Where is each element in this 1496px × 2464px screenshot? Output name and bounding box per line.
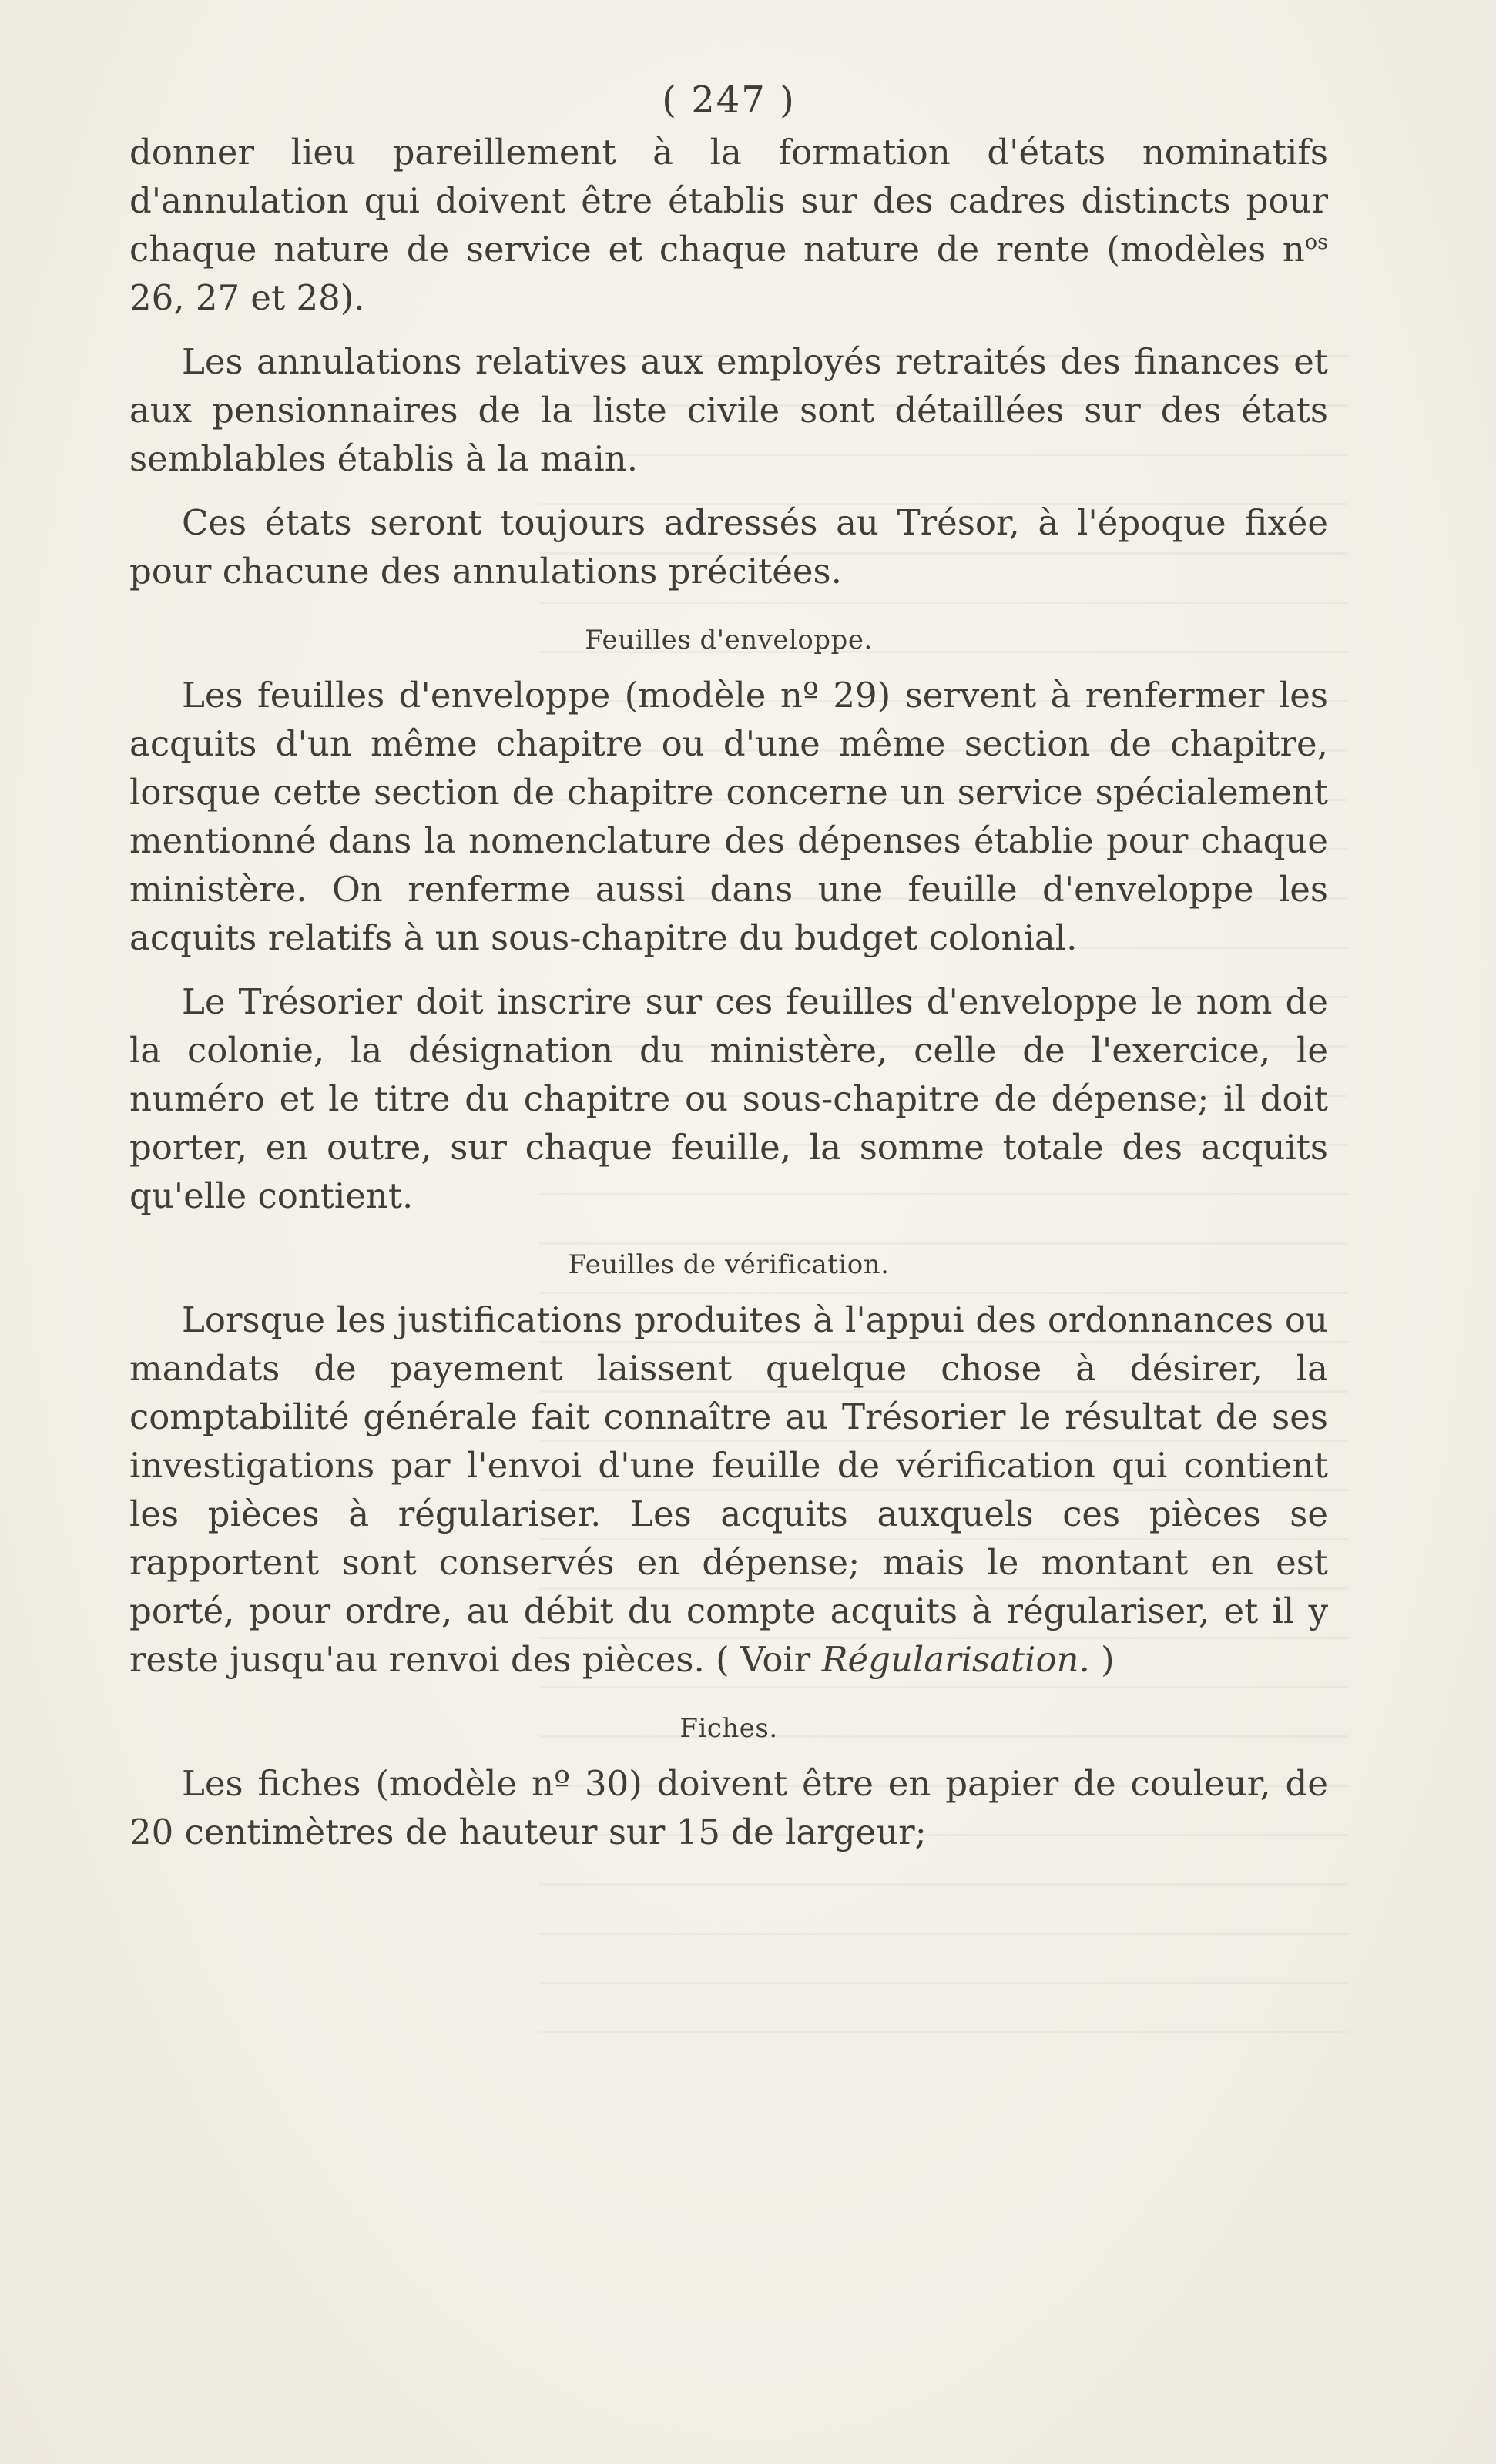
paragraph-2: Les annulations relatives aux employés retraités des finances et aux pensionnaires de la liste civile sont détaillées sur des états semblables établis à la main. — [129, 341, 1328, 479]
page-number: ( 247 ) — [662, 79, 796, 122]
paragraph-1-tail: 26, 27 et 28). — [129, 277, 365, 318]
paragraph-4: Les feuilles d'enveloppe (modèle nº 29) servent à renfermer les acquits d'un même chapitre ou d'une même section de chapitre, lorsque cette section de chapitre concerne un service spécialement mentionné dans la nomenclature des dépenses établie pour chaque ministère. On renferme aussi dans une feuille d'enveloppe les acquits relatifs à un sous-chapitre du budget colonial. — [129, 675, 1328, 958]
paragraph-6 — [129, 1296, 1328, 1684]
paragraph-6-text: Lorsque les justifications produites à l'appui des ordonnances ou mandats de payement laissent quelque chose à désirer, la comptabilité générale fait connaître au Trésorier le résultat de ses investigations par l'envoi d'une feuille de vérification qui contient les pièces à régulariser. Les acquits auxquels ces pièces se rapportent sont conservés en dépense; mais le montant en est porté, pour ordre, au débit du compte acquits à régulariser, et il y reste jusqu'au renvoi des pièces. ( Voir — [129, 1299, 1328, 1680]
paragraph-1 — [129, 128, 1328, 322]
paragraph-5: Le Trésorier doit inscrire sur ces feuilles d'enveloppe le nom de la colonie, la désignation du ministère, celle de l'exercice, le numéro et le titre du chapitre ou sous-chapitre de dépense; il doit porter, en outre, sur chaque feuille, la somme totale des acquits qu'elle contient. — [129, 981, 1328, 1216]
paragraph-1-superscript: os — [1304, 230, 1328, 254]
paragraph-7: Les fiches (modèle nº 30) doivent être en papier de couleur, de 20 centimètres de hauteur sur 15 de largeur; — [129, 1763, 1328, 1852]
paragraph-6-tail: ) — [1089, 1639, 1115, 1680]
paragraph-3: Ces états seront toujours adressés au Trésor, à l'époque fixée pour chacune des annulations précitées. — [129, 502, 1328, 592]
section-heading-fiches: Fiches. — [679, 1713, 778, 1744]
section-heading-feuilles-verification: Feuilles de vérification. — [568, 1249, 890, 1280]
paragraph-6-italic: Régularisation. — [821, 1639, 1090, 1680]
paragraph-1-text: donner lieu pareillement à la formation d'états nominatifs d'annulation qui doivent être établis sur des cadres distincts pour chaque nature de service et chaque nature de rente (modèles n — [129, 132, 1328, 270]
text-block — [129, 77, 1328, 1872]
section-heading-feuilles-enveloppe: Feuilles d'enveloppe. — [585, 625, 873, 655]
